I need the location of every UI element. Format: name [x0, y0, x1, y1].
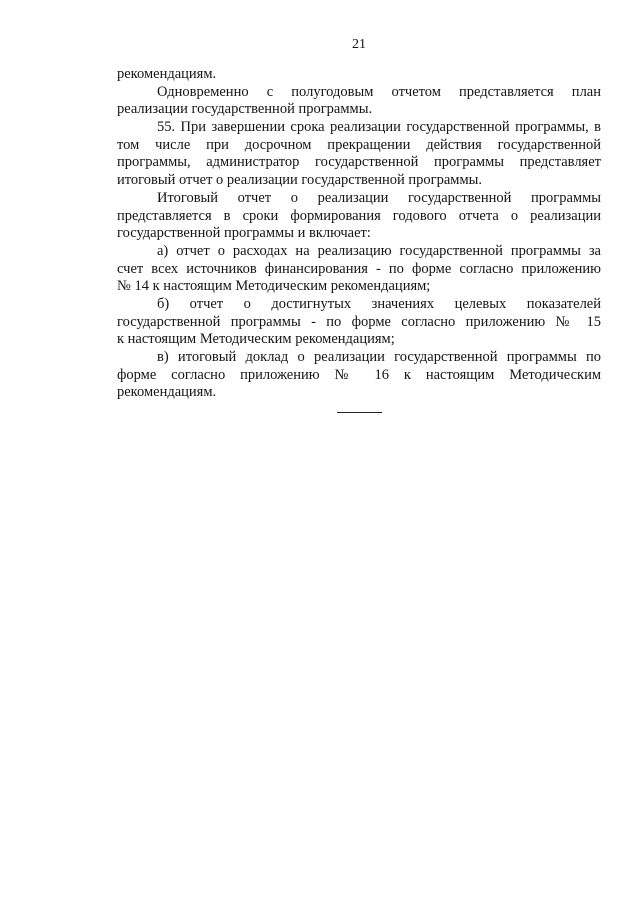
text-line: рекомендациям. [117, 384, 217, 401]
text-line: программы, администратор государственной программы представляет [117, 154, 601, 171]
text-line: в) итоговый доклад о реализации государственной программы по [157, 349, 601, 365]
paragraph [117, 119, 601, 190]
text-line: Одновременно с полугодовым отчетом представляется план [157, 83, 601, 100]
list-item [117, 243, 601, 296]
document-body [117, 66, 601, 402]
text-line: государственной программы - по форме согласно приложению № 15 [117, 313, 601, 330]
end-separator-line [337, 412, 382, 413]
text-line: № 14 к настоящим Методическим рекомендациям; [117, 278, 431, 295]
text-line: рекомендациям. [117, 66, 217, 82]
text-line: форме согласно приложению № 16 к настоящим Методическим [117, 366, 601, 383]
text-line: а) отчет о расходах на реализацию государственной программы за [157, 242, 601, 259]
text-line: представляется в сроки формирования годового отчета о реализации [117, 207, 601, 224]
paragraph [117, 66, 601, 84]
list-item [117, 296, 601, 349]
page-number: 21 [352, 37, 366, 52]
text-line: б) отчет о достигнутых значениях целевых показателей [157, 295, 601, 312]
text-line: Итоговый отчет о реализации государственной программы [157, 189, 601, 206]
text-line: итоговый отчет о реализации государственной программы. [117, 172, 482, 189]
text-line: государственной программы и включает: [117, 225, 371, 242]
paragraph [117, 190, 601, 243]
list-item [117, 349, 601, 402]
text-line: реализации государственной программы. [117, 101, 373, 118]
text-line: том числе при досрочном прекращении действия государственной [117, 136, 601, 153]
paragraph [117, 84, 601, 119]
text-line: к настоящим Методическим рекомендациям; [117, 331, 395, 348]
text-line: счет всех источников финансирования - по форме согласно приложению [117, 260, 601, 277]
text-line: 55. При завершении срока реализации государственной программы, в [157, 119, 601, 136]
